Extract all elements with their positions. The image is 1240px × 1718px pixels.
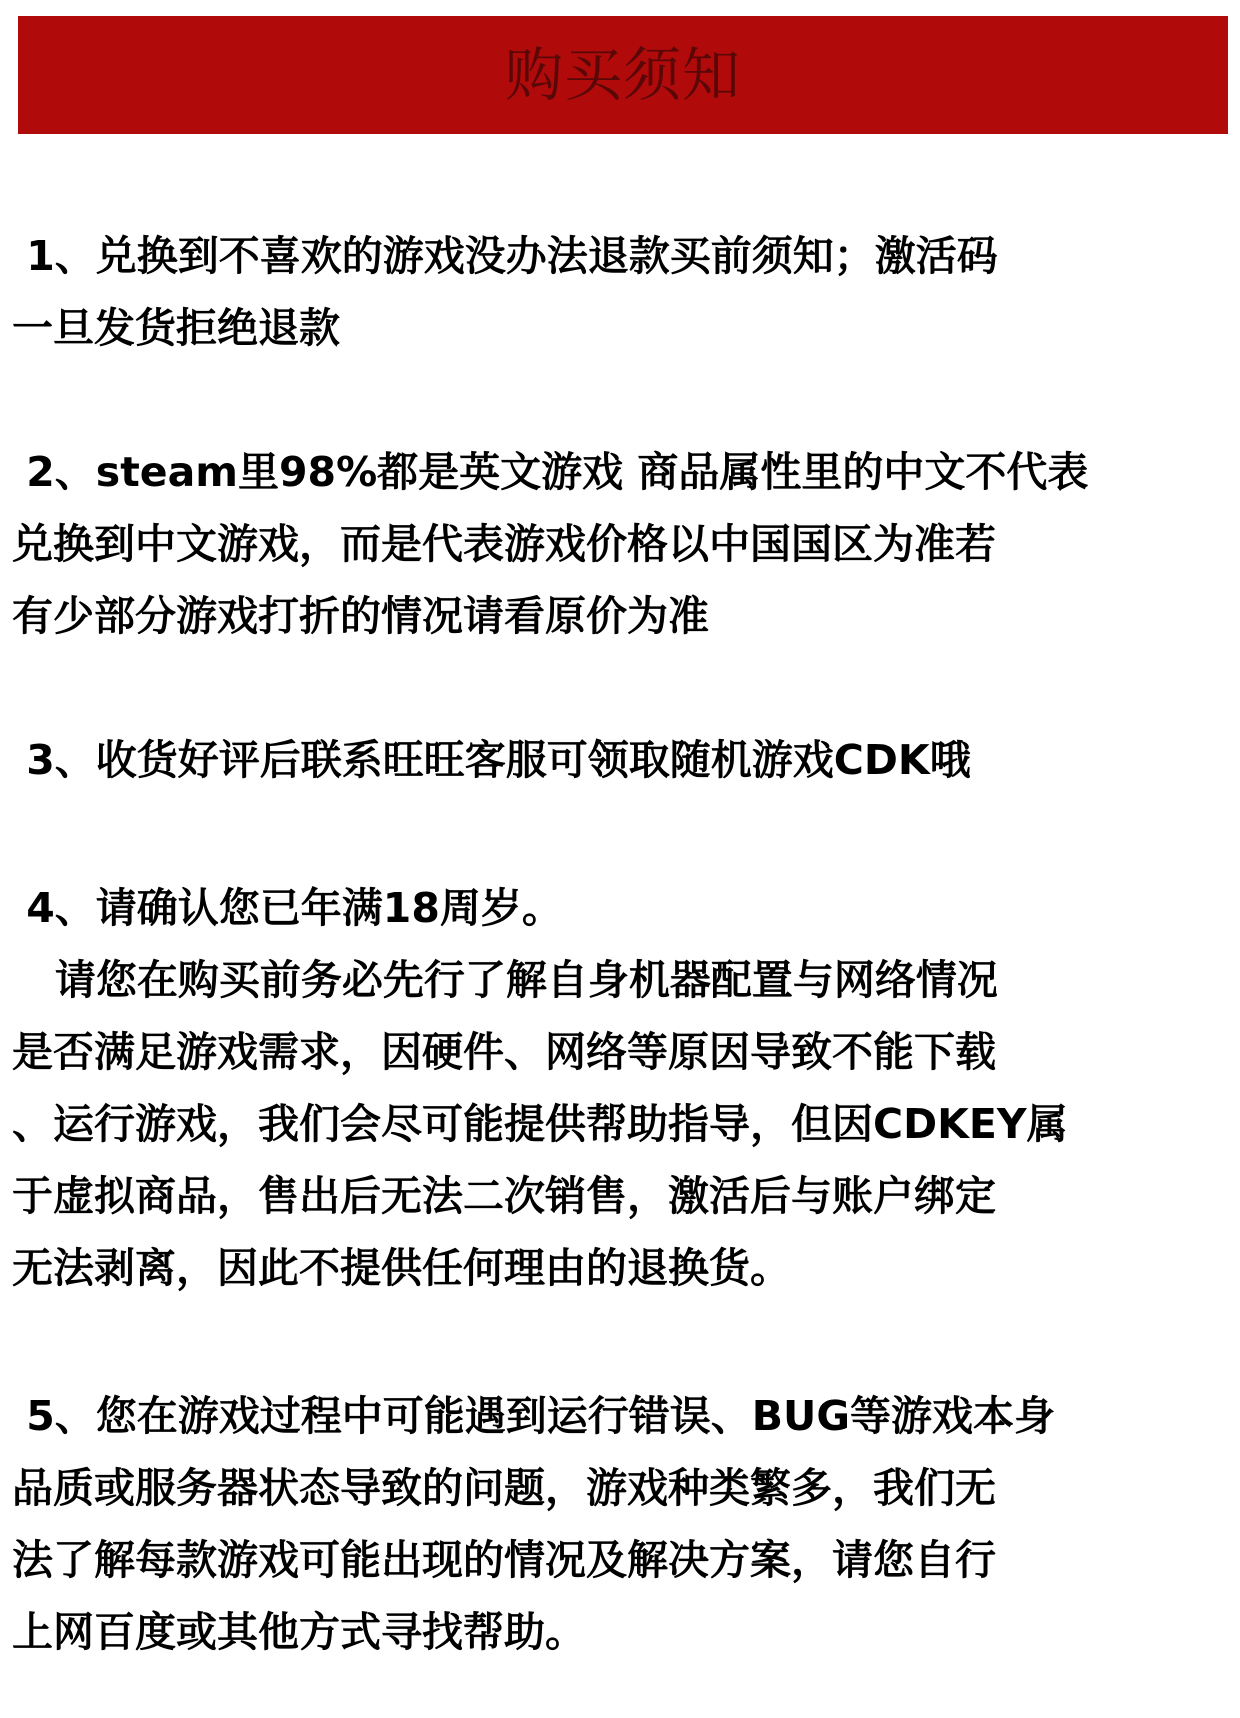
notice-item-3: 3、收货好评后联系旺旺客服可领取随机游戏CDK哦 bbox=[12, 736, 971, 784]
notice-item-4: 4、请确认您已年满18周岁。 请您在购买前务必先行了解自身机器配置与网络情况 是否满足游戏需求，因硬件、网络等原因导致不能下载 、运行游戏，我们会尽可能提供帮助指导，但因CDKEY属 于虚拟商品，售出后无法二次销售，激活后与账户绑定 无法剥离，因此不提供任何理由的退换货。 bbox=[12, 884, 1068, 1292]
page-title: 购买须知 bbox=[504, 41, 741, 109]
notice-item-1: 1、兑换到不喜欢的游戏没办法退款买前须知；激活码 一旦发货拒绝退款 bbox=[12, 232, 998, 352]
notice-item-5: 5、您在游戏过程中可能遇到运行错误、BUG等游戏本身 品质或服务器状态导致的问题，游戏种类繁多，我们无 法了解每款游戏可能出现的情况及解决方案，请您自行 上网百度或其他方式寻找帮助。 bbox=[12, 1392, 1056, 1656]
notice-item-2: 2、steam里98%都是英文游戏 商品属性里的中文不代表 兑换到中文游戏，而是代表游戏价格以中国国区为准若 有少部分游戏打折的情况请看原价为准 bbox=[12, 448, 1089, 640]
title-banner bbox=[18, 16, 1228, 134]
